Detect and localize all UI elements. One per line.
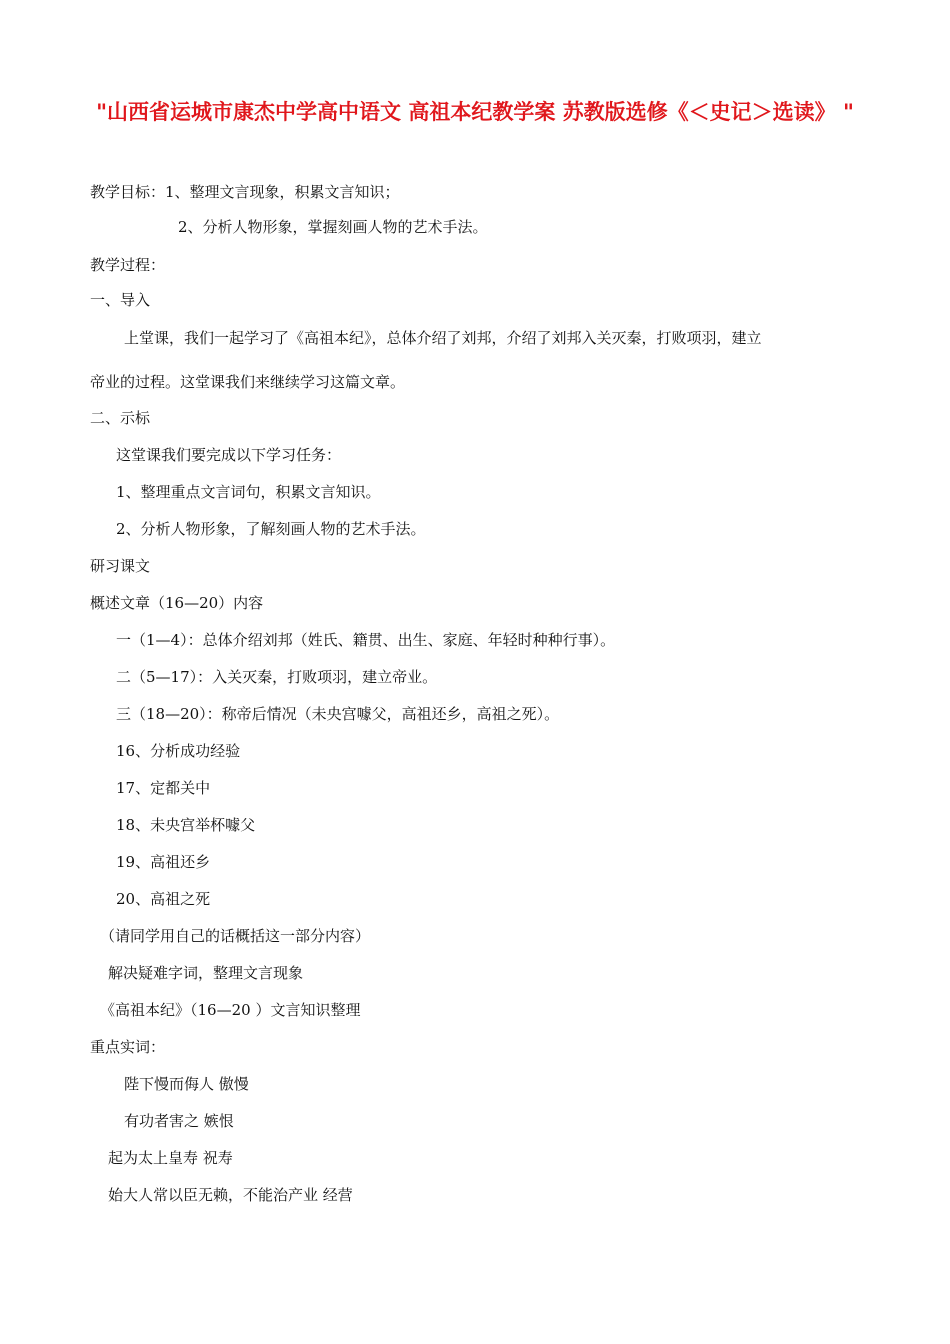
intro-line-1: 上堂课，我们一起学习了《高祖本纪》，总体介绍了刘邦，介绍了刘邦入关灭秦，打败项羽，建立 <box>124 329 762 347</box>
teaching-goal-2: 2、分析人物形象，掌握刻画人物的艺术手法。 <box>178 218 488 236</box>
summary-prompt: （请同学用自己的话概括这一部分内容） <box>100 927 371 945</box>
teaching-goal-1: 教学目标：1、整理文言现象，积累文言知识； <box>90 183 400 201</box>
part-2: 二（5—17）：入关灭秦，打败项羽，建立帝业。 <box>116 668 438 686</box>
section-1-heading: 一、导入 <box>90 291 151 309</box>
task-1: 1、整理重点文言词句，积累文言知识。 <box>116 483 381 501</box>
para-17: 17、定都关中 <box>116 779 211 797</box>
part-3: 三（18—20）：称帝后情况（未央宫噱父，高祖还乡，高祖之死）。 <box>116 705 560 723</box>
section-2-heading: 二、示标 <box>90 409 151 427</box>
process-heading: 教学过程： <box>90 256 166 274</box>
study-heading: 研习课文 <box>90 557 151 575</box>
key-word-4: 始大人常以臣无赖，不能治产业 经营 <box>108 1186 353 1204</box>
para-20: 20、高祖之死 <box>116 890 211 908</box>
task-2: 2、分析人物形象，了解刻画人物的艺术手法。 <box>116 520 426 538</box>
document-title: "山西省运城市康杰中学高中语文 高祖本纪教学案 苏教版选修《＜史记＞选读》 " <box>96 100 854 124</box>
para-19: 19、高祖还乡 <box>116 853 211 871</box>
overview-heading: 概述文章（16—20）内容 <box>90 594 264 612</box>
intro-line-2: 帝业的过程。这堂课我们来继续学习这篇文章。 <box>90 373 406 391</box>
difficult-words: 解决疑难字词，整理文言现象 <box>108 964 304 982</box>
para-16: 16、分析成功经验 <box>116 742 241 760</box>
key-word-2: 有功者害之 嫉恨 <box>124 1112 234 1130</box>
tasks-intro: 这堂课我们要完成以下学习任务： <box>116 446 342 464</box>
key-word-1: 陛下慢而侮人 傲慢 <box>124 1075 249 1093</box>
key-words-heading: 重点实词： <box>90 1038 166 1056</box>
knowledge-heading: 《高祖本纪》（16—20 ）文言知识整理 <box>100 1001 361 1019</box>
para-18: 18、未央宫举杯噱父 <box>116 816 256 834</box>
part-1: 一（1—4）：总体介绍刘邦（姓氏、籍贯、出生、家庭、年轻时种种行事）。 <box>116 631 616 649</box>
key-word-3: 起为太上皇寿 祝寿 <box>108 1149 233 1167</box>
